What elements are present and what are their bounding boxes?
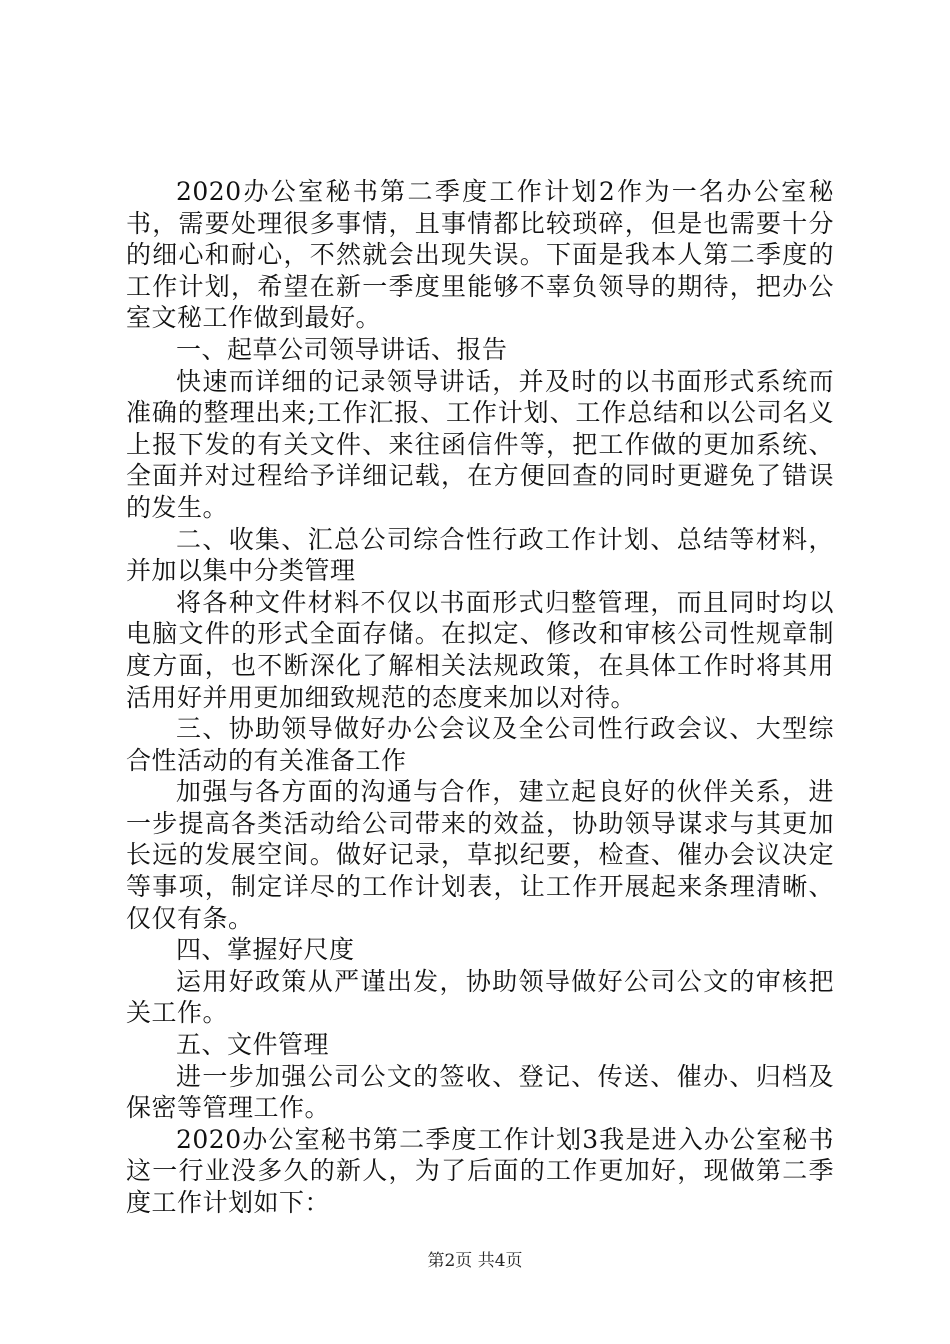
page-number-footer: 第2页 共4页	[427, 1251, 523, 1271]
heading-section-2: 二、收集、汇总公司综合性行政工作计划、总结等材料，并加以集中分类管理	[126, 524, 834, 586]
heading-section-5: 五、文件管理	[176, 1030, 330, 1060]
paragraph-section-2: 将各种文件材料不仅以书面形式归整管理，而且同时均以电脑文件的形式全面存储。在拟定、修改和审核公司性规章制度方面，也不断深化了解相关法规政策，在具体工作时将其用活用好并用更加细致规范的态度来加以对待。	[126, 587, 834, 712]
heading-section-1: 一、起草公司领导讲话、报告	[176, 334, 508, 364]
heading-section-4: 四、掌握好尺度	[176, 935, 355, 965]
document-body	[126, 176, 834, 1219]
paragraph-plan-3-intro: 2020办公室秘书第二季度工作计划3我是进入办公室秘书这一行业没多久的新人，为了后面的工作更加好，现做第二季度工作计划如下：	[126, 1124, 834, 1217]
paragraph-section-4: 运用好政策从严谨出发，协助领导做好公司公文的审核把关工作。	[126, 966, 834, 1028]
paragraph-intro: 2020办公室秘书第二季度工作计划2作为一名办公室秘书，需要处理很多事情，且事情都比较琐碎，但是也需要十分的细心和耐心，不然就会出现失误。下面是我本人第二季度的工作计划，希望在新一季度里能够不辜负领导的期待，把办公室文秘工作做到最好。	[126, 177, 834, 333]
paragraph-section-5: 进一步加强公司公文的签收、登记、传送、催办、归档及保密等管理工作。	[126, 1061, 834, 1123]
heading-section-3: 三、协助领导做好办公会议及全公司性行政会议、大型综合性活动的有关准备工作	[126, 714, 834, 775]
paragraph-section-3: 加强与各方面的沟通与合作，建立起良好的伙伴关系，进一步提高各类活动给公司带来的效益，协助领导谋求与其更加长远的发展空间。做好记录，草拟纪要，检查、催办会议决定等事项，制定详尽的工作计划表，让工作开展起来条理清晰、仅仅有条。	[126, 777, 834, 933]
paragraph-section-1: 快速而详细的记录领导讲话，并及时的以书面形式系统而准确的整理出来;工作汇报、工作计划、工作总结和以公司名义上报下发的有关文件、来往函信件等，把工作做的更加系统、全面并对过程给予详细记载，在方便回查的同时更避免了错误的发生。	[126, 366, 834, 522]
